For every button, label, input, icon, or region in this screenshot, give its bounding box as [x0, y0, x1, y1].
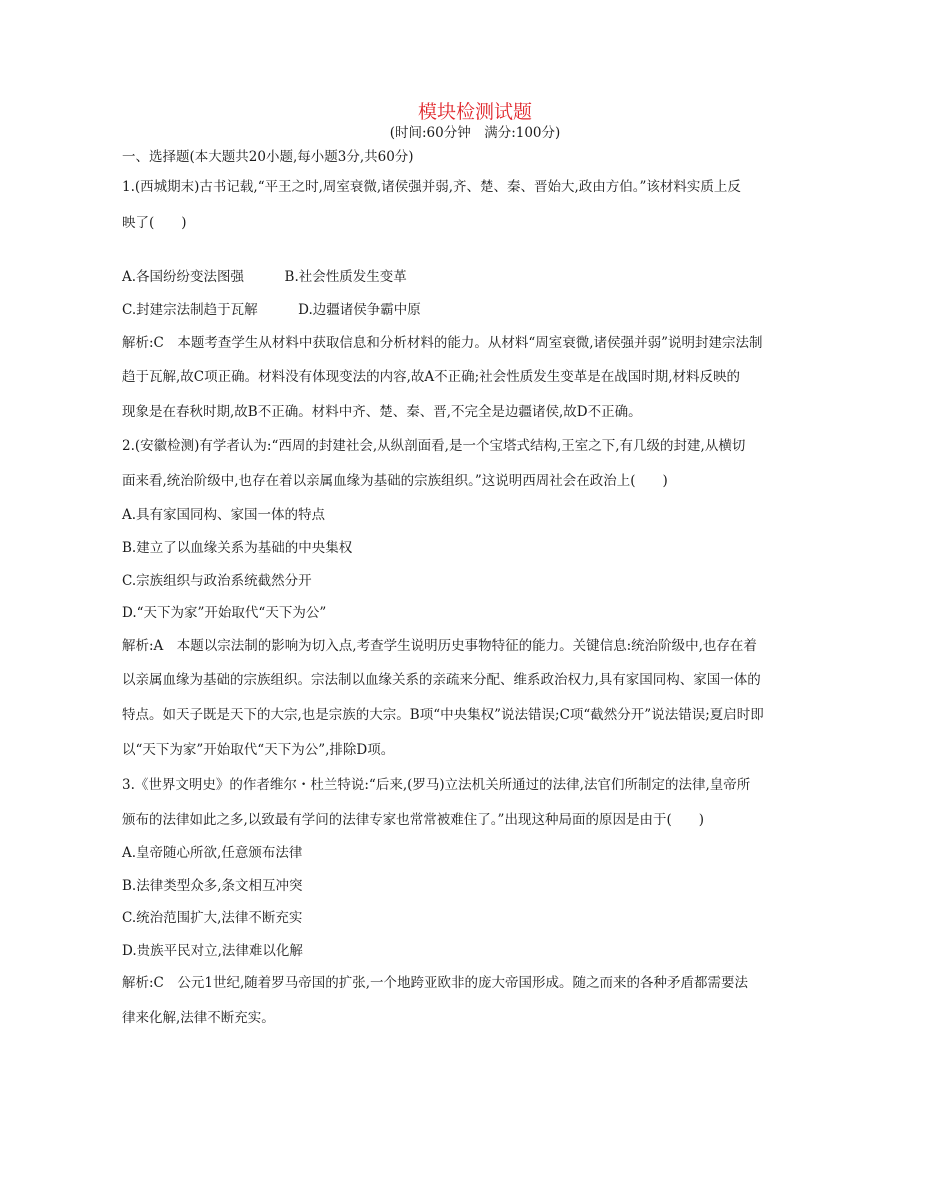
- q1-options-ab: A.各国纷纷变法图强 B.社会性质发生变革: [122, 269, 407, 285]
- q2-explanation-line-2: 以亲属血缘为基础的宗族组织。宗法制以血缘关系的亲疏来分配、维系政治权力,具有家国同构、家国一体的: [122, 672, 761, 688]
- q2-stem-line-1: 2.(安徽检测)有学者认为:“西周的封建社会,从纵剖面看,是一个宝塔式结构,王室之下,有几级的封建,从横切: [122, 438, 746, 454]
- exam-time-score: (时间:60分钟 满分:100分): [389, 125, 561, 141]
- q3-option-b: B.法律类型众多,条文相互冲突: [122, 878, 303, 894]
- section-heading: 一、选择题(本大题共20小题,每小题3分,共60分): [122, 149, 414, 165]
- q1-explanation-line-2: 趋于瓦解,故C项正确。材料没有体现变法的内容,故A不正确;社会性质发生变革是在战国时期,材料反映的: [122, 369, 740, 385]
- q2-explanation-line-1: 解析:A 本题以宗法制的影响为切入点,考查学生说明历史事物特征的能力。关键信息:统治阶级中,也存在着: [122, 638, 757, 654]
- q2-option-b: B.建立了以血缘关系为基础的中央集权: [122, 540, 353, 556]
- q1-explanation-line-1: 解析:C 本题考查学生从材料中获取信息和分析材料的能力。从材料“周室衰微,诸侯强并弱”说明封建宗法制: [122, 335, 763, 351]
- q1-explanation-line-3: 现象是在春秋时期,故B不正确。材料中齐、楚、秦、晋,不完全是边疆诸侯,故D不正确。: [122, 404, 642, 420]
- q2-option-a: A.具有家国同构、家国一体的特点: [122, 507, 326, 523]
- q3-option-d: D.贵族平民对立,法律难以化解: [122, 943, 303, 959]
- q2-explanation-line-3: 特点。如天子既是天下的大宗,也是宗族的大宗。B项“中央集权”说法错误;C项“截然分开”说法错误;夏启时即: [122, 707, 764, 723]
- q2-option-d: D.“天下为家”开始取代“天下为公”: [122, 605, 327, 621]
- q3-explanation-line-2: 律来化解,法律不断充实。: [122, 1010, 275, 1026]
- q2-option-c: C.宗族组织与政治系统截然分开: [122, 573, 312, 589]
- q1-stem-line-1: 1.(西城期末)古书记载,“平王之时,周室衰微,诸侯强并弱,齐、楚、秦、晋始大,政由方伯。”该材料实质上反: [122, 179, 741, 195]
- q1-options-cd: C.封建宗法制趋于瓦解 D.边疆诸侯争霸中原: [122, 302, 421, 318]
- q3-stem-line-2: 颁布的法律如此之多,以致最有学问的法律专家也常常被难住了。”出现这种局面的原因是由于( ): [122, 812, 704, 828]
- q1-stem-line-2: 映了( ): [122, 215, 187, 231]
- page-title: 模块检测试题: [417, 101, 532, 123]
- q3-option-c: C.统治范围扩大,法律不断充实: [122, 910, 303, 926]
- q2-explanation-line-4: 以“天下为家”开始取代“天下为公”,排除D项。: [122, 742, 395, 758]
- q2-stem-line-2: 面来看,统治阶级中,也存在着以亲属血缘为基础的宗族组织。”这说明西周社会在政治上( ): [122, 473, 668, 489]
- q3-explanation-line-1: 解析:C 公元1世纪,随着罗马帝国的扩张,一个地跨亚欧非的庞大帝国形成。随之而来的各种矛盾都需要法: [122, 975, 749, 991]
- q3-stem-line-1: 3.《世界文明史》的作者维尔・杜兰特说:“后来,(罗马)立法机关所通过的法律,法官们所制定的法律,皇帝所: [122, 777, 751, 793]
- q3-option-a: A.皇帝随心所欲,任意颁布法律: [122, 845, 303, 861]
